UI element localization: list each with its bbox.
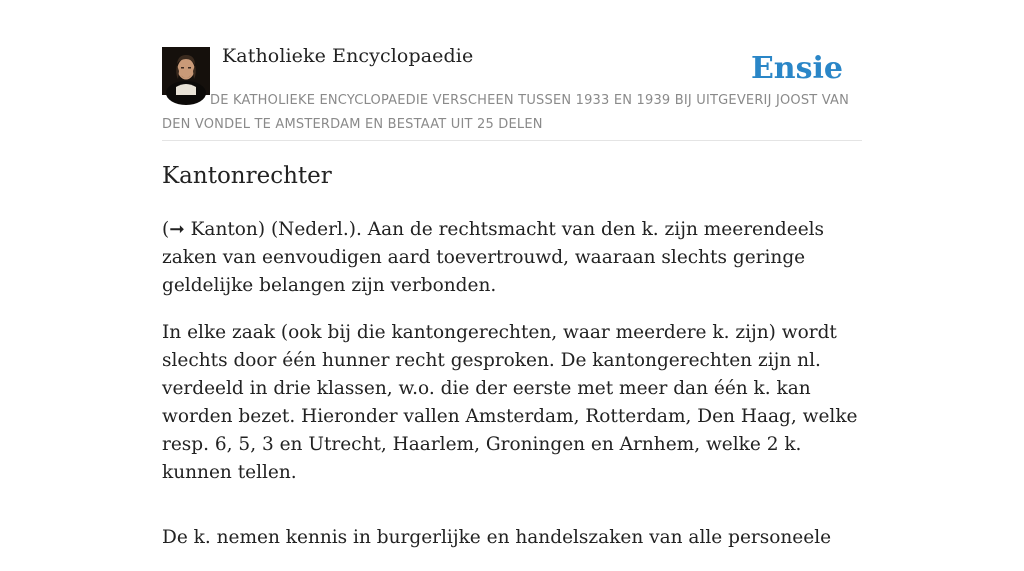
portrait-avatar-icon[interactable] xyxy=(162,47,210,95)
site-header xyxy=(162,0,862,141)
page-container xyxy=(162,0,862,548)
article-paragraph: De k. nemen kennis in burgerlijke en handelszaken van alle personeele xyxy=(162,527,832,548)
article-title: Kantonrechter xyxy=(162,163,332,189)
article-body xyxy=(162,216,864,571)
ensie-logo[interactable]: Ensie xyxy=(750,51,843,86)
site-description: DE KATHOLIEKE ENCYCLOPAEDIE VERSCHEEN TUSSEN 1933 EN 1939 BIJ UITGEVERIJ JOOST VAN DEN VONDEL TE AMSTERDAM EN BESTAAT UIT 25 DELEN xyxy=(162,93,850,132)
article-paragraph: (➞ Kanton) (Nederl.). Aan de rechtsmacht van den k. zijn meerendeels zaken van eenvoudigen aard toevertrouwd, waaraan slechts geringe geldelijke belangen zijn verbonden. xyxy=(162,219,825,296)
article-paragraph: In elke zaak (ook bij die kantongerechten, waar meerdere k. zijn) wordt slechts door één hunner recht gesproken. De kantongerechten zijn nl. verdeeld in drie klassen, w.o. die der eerste met meer dan één k. kan worden bezet. Hieronder vallen Amsterdam, Rotterdam, Den Haag, welke resp. 6, 5, 3 en Utrecht, Haarlem, Groningen en Arnhem, welke 2 k. kunnen tellen. xyxy=(162,322,858,483)
site-title[interactable]: Katholieke Encyclopaedie xyxy=(222,45,474,67)
